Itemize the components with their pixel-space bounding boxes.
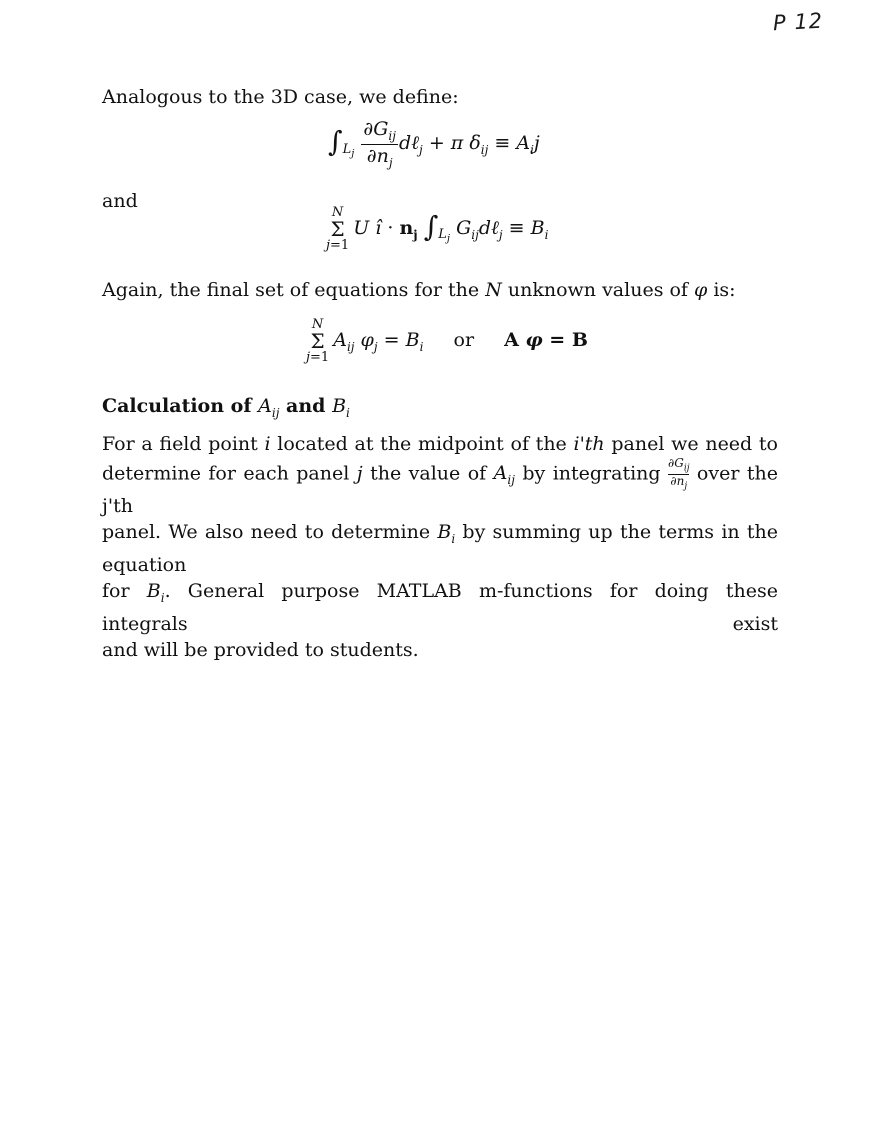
eq2-sum-upper: N bbox=[331, 205, 344, 220]
eq3-summation: N Σ j=1 bbox=[306, 317, 330, 365]
eq3-matrix-form: A φ = B bbox=[504, 329, 588, 351]
eq1-fraction bbox=[361, 120, 398, 169]
intro-text: Analogous to the 3D case, we define: bbox=[102, 86, 459, 108]
body-line-4: for $B_i$. General purpose MATLAB m-functions for doing these integrals exist bbox=[102, 579, 779, 635]
eq1-rest: dℓ$_j$ + π $\delta_{ij} \equiv A_ij$ bbox=[398, 132, 540, 158]
body-line-3: panel. We also need to determine $B_i$ by summing up the terms in the equation bbox=[102, 521, 778, 576]
body-line-1: For a field point i located at the midpoint of the i'th panel we need to bbox=[102, 433, 778, 455]
integral-sign: ∫ bbox=[328, 125, 343, 159]
body-line-5: and will be provided to students. bbox=[102, 638, 419, 661]
again-text: Again, the final set of equations for the N unknown values of φ is: bbox=[102, 279, 736, 301]
equation-2 bbox=[326, 206, 548, 252]
page-number: P 12 bbox=[772, 8, 824, 36]
eq1-denominator: $\partial n_j$ bbox=[366, 144, 393, 170]
eq2-body: U î · $n_j$ $\int_{L_j}$ $G_{ij}d\ell_j \equiv B_i$ bbox=[353, 210, 549, 245]
eq3-body: $A_{ij}$ $\varphi_j = B_i$ bbox=[333, 329, 424, 354]
body-line-2: determine for each panel j the value of $A_{ij}$ by integrating $\frac{\partial G_{ij}}{\partial n_j}$ over the j'th bbox=[102, 456, 778, 518]
body-inline-fraction: $\frac{\partial G_{ij}}{\partial n_j}$ bbox=[668, 456, 690, 492]
eq2-summation: N Σ j=1 bbox=[326, 205, 350, 253]
eq2-sum-lower: j=1 bbox=[326, 238, 350, 253]
body-paragraph bbox=[102, 431, 778, 663]
eq3-sum-lower: j=1 bbox=[306, 350, 330, 365]
and-text: and bbox=[102, 190, 138, 212]
eq3-or: or bbox=[453, 329, 475, 351]
eq3-sum-upper: N bbox=[311, 317, 324, 332]
section-heading: Calculation of $A_{ij}$ and $B_i$ bbox=[102, 395, 350, 420]
eq1-integral-lower: Lj bbox=[342, 142, 355, 160]
equation-1 bbox=[328, 120, 540, 169]
eq1-numerator: $\partial G_{ij}$ bbox=[363, 118, 396, 143]
equation-3 bbox=[306, 318, 588, 364]
